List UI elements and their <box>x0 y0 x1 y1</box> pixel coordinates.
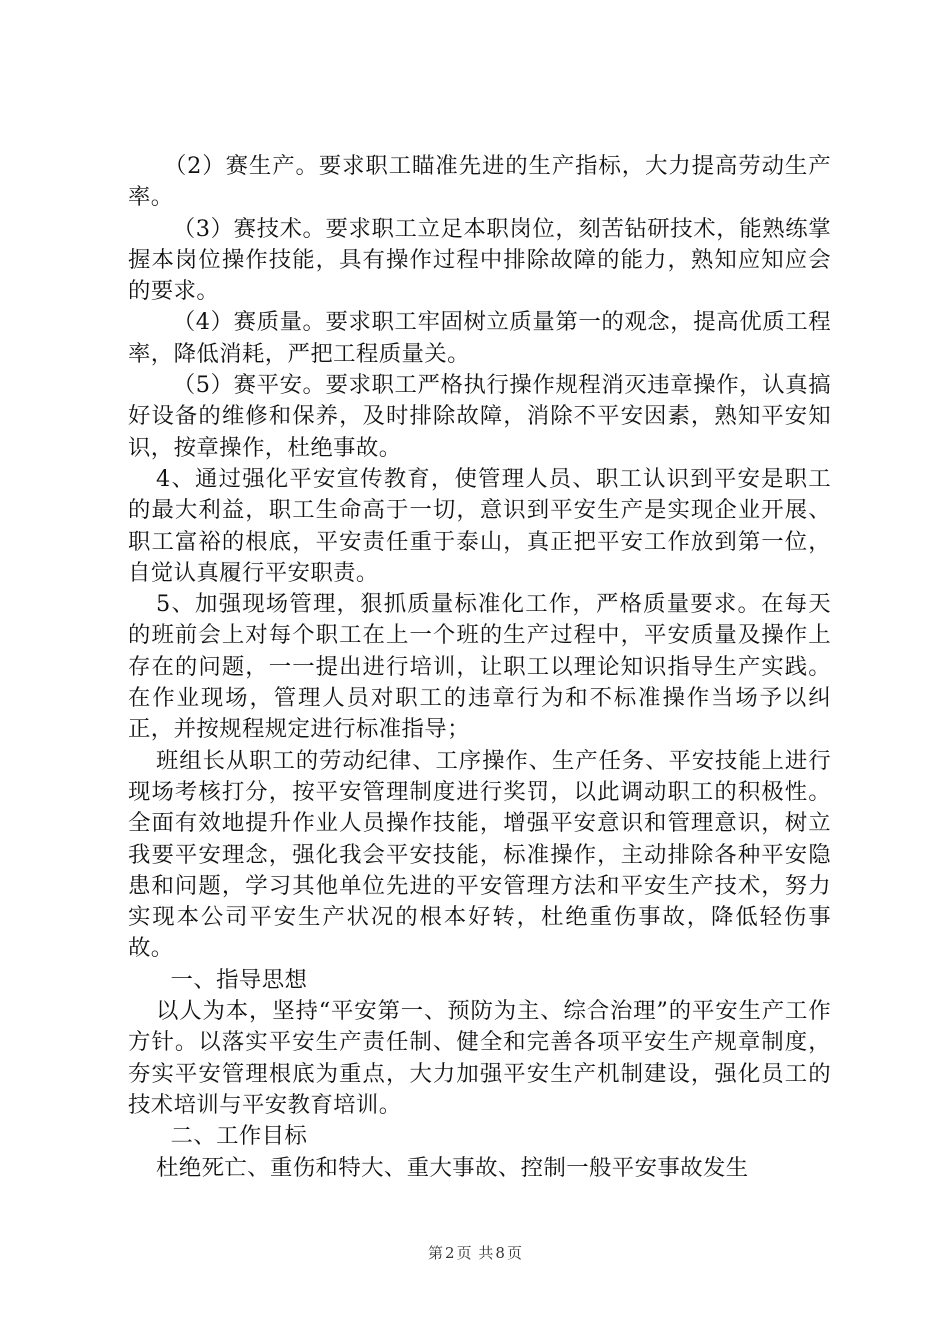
page-prefix: 第 <box>428 1244 444 1262</box>
page-footer <box>0 1242 950 1263</box>
total-page-count: 8 <box>495 1244 505 1262</box>
total-prefix: 共 <box>478 1244 494 1262</box>
current-page-number: 2 <box>445 1244 455 1262</box>
paragraph-competition-production: （2）赛生产。要求职工瞄准先进的生产指标，大力提高劳动生产率。 <box>128 153 831 211</box>
paragraph-team-leader: 班组长从职工的劳动纪律、工序操作、生产任务、平安技能上进行现场考核打分，按平安管理制度进行奖罚，以此调动职工的积极性。全面有效地提升作业人员操作技能，增强平安意识和管理意识，树立我要平安理念，强化我会平安技能，标准操作，主动排除各种平安隐患和问题，学习其他单位先进的平安管理方法和平安生产技术，努力实现本公司平安生产状况的根本好转，杜绝重伤事故，降低轻伤事故。 <box>128 747 831 962</box>
paragraph-competition-technology: （3）赛技术。要求职工立足本职岗位，刻苦钻研技术，能熟练掌握本岗位操作技能，具有操作过程中排除故障的能力，熟知应知应会的要求。 <box>128 215 831 305</box>
total-suffix: 页 <box>506 1244 522 1262</box>
heading-guiding-ideology: 一、指导思想 <box>170 966 308 993</box>
paragraph-safety-education: 4、通过强化平安宣传教育，使管理人员、职工认识到平安是职工的最大利益，职工生命高于一切，意识到平安生产是实现企业开展、职工富裕的根底，平安责任重于泰山，真正把平安工作放到第一位，自觉认真履行平安职责。 <box>128 465 831 586</box>
paragraph-competition-quality: （4）赛质量。要求职工牢固树立质量第一的观念，提高优质工程率，降低消耗，严把工程质量关。 <box>128 309 831 367</box>
paragraph-guiding-ideology: 以人为本，坚持“平安第一、预防为主、综合治理”的平安生产工作方针。以落实平安生产责任制、健全和完善各项平安生产规章制度，夯实平安管理根底为重点，大力加强平安生产机制建设，强化员工的技术培训与平安教育培训。 <box>128 998 831 1118</box>
page-suffix: 页 <box>456 1244 472 1262</box>
paragraph-work-goals: 杜绝死亡、重伤和特大、重大事故、控制一般平安事故发生 <box>156 1154 749 1181</box>
heading-work-goals: 二、工作目标 <box>170 1123 308 1150</box>
paragraph-competition-safety: （5）赛平安。要求职工严格执行操作规程消灭违章操作，认真搞好设备的维修和保养，及时排除故障，消除不平安因素，熟知平安知识，按章操作，杜绝事故。 <box>128 372 831 461</box>
body-text <box>128 151 831 1184</box>
paragraph-site-management: 5、加强现场管理，狠抓质量标准化工作，严格质量要求。在每天的班前会上对每个职工在上一个班的生产过程中，平安质量及操作上存在的问题，一一提出进行培训，让职工以理论知识指导生产实践。在作业现场，管理人员对职工的违章行为和不标准操作当场予以纠正，并按规程规定进行标准指导； <box>128 591 831 743</box>
